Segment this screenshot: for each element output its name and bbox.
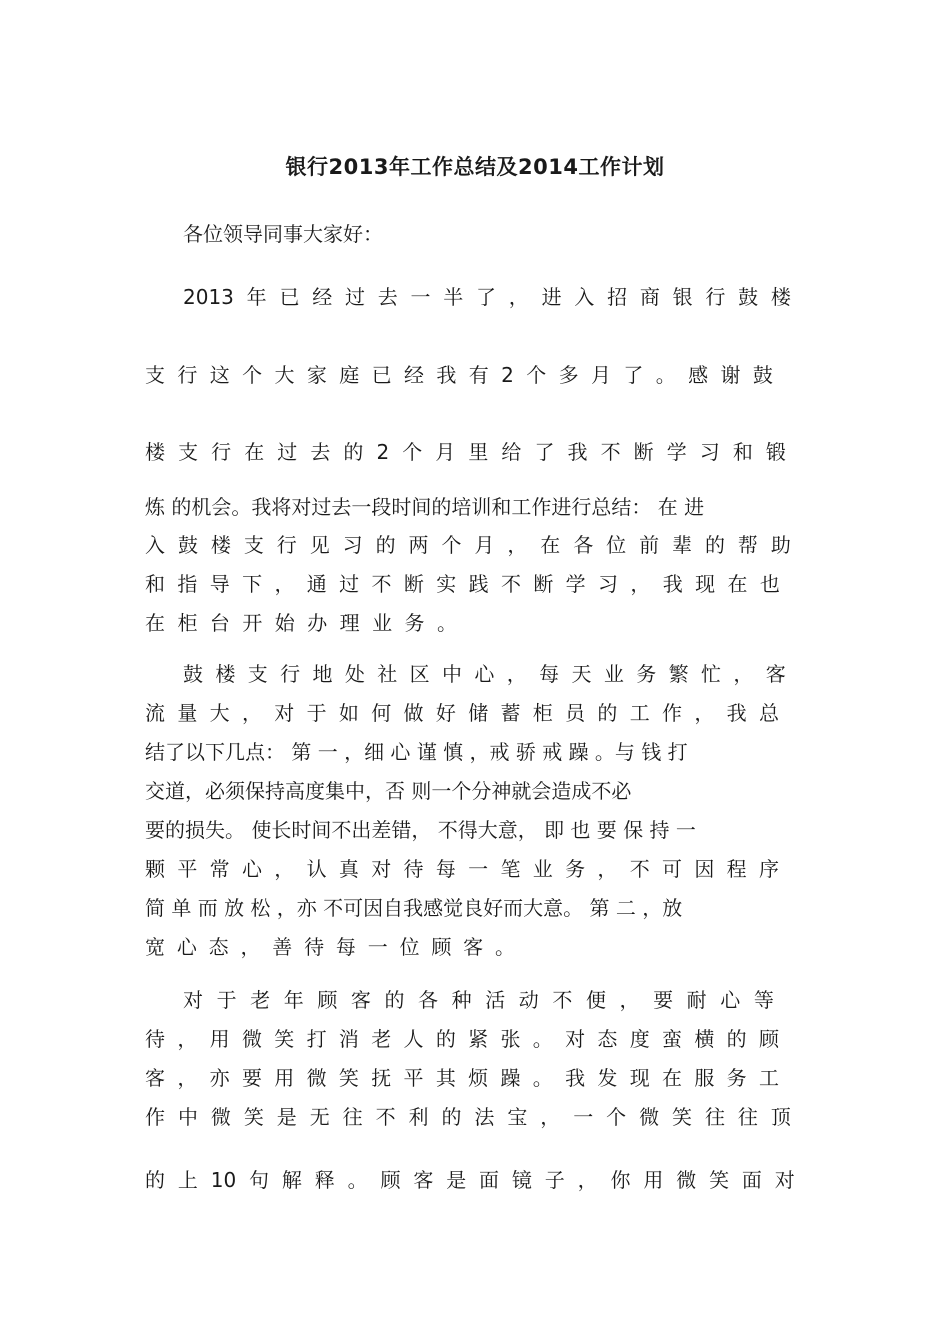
text-glyph: 家 — [306, 363, 327, 387]
text-glyph: 习 — [699, 440, 720, 464]
text-glyph: ， — [540, 1105, 561, 1129]
paragraph-line — [145, 934, 515, 960]
text-glyph: 前 — [639, 533, 660, 557]
text-glyph: 如 — [338, 701, 359, 725]
text-glyph: 断 — [403, 572, 424, 596]
text-glyph: 储 — [468, 701, 489, 725]
text-glyph: 了 — [534, 440, 555, 464]
text-glyph: 的 — [441, 1105, 462, 1129]
text-glyph: 对 — [274, 701, 295, 725]
text-glyph: 。 — [347, 1168, 368, 1192]
text-glyph: 务 — [726, 1066, 747, 1090]
text-glyph: 句 — [249, 1168, 270, 1192]
text-glyph: 天 — [571, 662, 592, 686]
text-glyph: 老 — [371, 1027, 392, 1051]
text-glyph: 客 — [350, 988, 371, 1012]
text-glyph: 在 — [727, 572, 748, 596]
text-glyph: 消 — [338, 1027, 359, 1051]
text-glyph: 何 — [371, 701, 392, 725]
text-glyph: 谢 — [720, 363, 741, 387]
paragraph-line — [145, 532, 791, 558]
text-glyph: 两 — [408, 533, 429, 557]
text-glyph: 耐 — [686, 988, 707, 1012]
text-glyph: 工 — [758, 1066, 779, 1090]
text-glyph: 于 — [216, 988, 237, 1012]
text-glyph: 指 — [177, 572, 198, 596]
text-glyph: ， — [274, 857, 295, 881]
text-glyph: 对 — [183, 988, 203, 1012]
text-glyph: 月 — [435, 440, 456, 464]
text-glyph: 鼓 — [183, 662, 203, 686]
text-glyph: 去 — [377, 285, 398, 309]
text-glyph: 紧 — [468, 1027, 489, 1051]
text-glyph: 笔 — [500, 857, 521, 881]
paragraph-line: 炼 的机会。我将对过去一段时间的培训和工作进行总结： 在 进 — [145, 495, 705, 519]
text-glyph: 各 — [418, 988, 439, 1012]
text-glyph: 了 — [623, 363, 644, 387]
text-glyph: 烦 — [468, 1066, 489, 1090]
text-glyph: 月 — [590, 363, 611, 387]
text-glyph: 平 — [403, 1066, 424, 1090]
text-glyph: 好 — [435, 701, 456, 725]
paragraph-line: 要的损失。 使长时间不出差错， 不得大意， 即 也 要 保 持 一 — [145, 818, 696, 842]
text-glyph: 不 — [600, 440, 621, 464]
text-glyph: 楼 — [145, 440, 165, 464]
text-glyph: ， — [274, 572, 295, 596]
text-glyph: 通 — [306, 572, 327, 596]
text-glyph: 的 — [726, 1027, 747, 1051]
text-glyph: 态 — [597, 1027, 618, 1051]
text-glyph: 动 — [518, 988, 539, 1012]
text-glyph: ， — [241, 701, 262, 725]
text-glyph: 。 — [532, 1027, 553, 1051]
text-glyph: 做 — [403, 701, 424, 725]
text-glyph: 服 — [694, 1066, 715, 1090]
text-glyph: 心 — [474, 662, 495, 686]
text-glyph: 柜 — [177, 611, 198, 635]
text-glyph: 已 — [279, 285, 300, 309]
paragraph-line — [145, 700, 779, 726]
text-glyph: 个 — [242, 363, 263, 387]
text-glyph: 楼 — [210, 533, 231, 557]
text-glyph: 柜 — [532, 701, 553, 725]
text-glyph: 经 — [312, 285, 333, 309]
text-glyph: 大 — [274, 363, 295, 387]
text-glyph: 员 — [565, 701, 586, 725]
text-glyph: ， — [177, 1066, 198, 1090]
text-glyph: 习 — [342, 533, 363, 557]
text-glyph: 常 — [209, 857, 230, 881]
text-glyph: 顾 — [317, 988, 338, 1012]
text-glyph: 的 — [704, 533, 725, 557]
text-glyph: 认 — [306, 857, 327, 881]
text-glyph: 。 — [436, 611, 457, 635]
text-glyph: 的 — [375, 533, 396, 557]
text-glyph: 打 — [306, 1027, 327, 1051]
paragraph-line — [183, 661, 786, 687]
text-glyph: 蛮 — [662, 1027, 682, 1051]
text-glyph: 学 — [565, 572, 586, 596]
paragraph-line — [145, 1065, 779, 1091]
text-glyph: 往 — [342, 1105, 363, 1129]
text-glyph: 其 — [435, 1066, 456, 1090]
text-glyph: 顾 — [431, 935, 452, 959]
text-glyph: 导 — [209, 572, 230, 596]
text-glyph: 的 — [384, 988, 405, 1012]
text-glyph: 躁 — [500, 1066, 521, 1090]
text-glyph: 笑 — [338, 1066, 359, 1090]
text-glyph: 释 — [314, 1168, 335, 1192]
text-glyph: 一 — [573, 1105, 594, 1129]
salutation-line: 各位领导同事大家好： — [183, 222, 383, 246]
paragraph-line — [145, 1026, 779, 1052]
text-glyph: 活 — [485, 988, 506, 1012]
text-glyph: ， — [694, 701, 715, 725]
text-glyph: 的 — [435, 1027, 456, 1051]
text-glyph: 支 — [178, 440, 199, 464]
text-glyph: 我 — [662, 572, 683, 596]
text-glyph: 在 — [662, 1066, 682, 1090]
text-glyph: 的 — [597, 701, 618, 725]
text-glyph: 行 — [705, 285, 726, 309]
text-glyph: 经 — [404, 363, 424, 387]
text-glyph: 给 — [501, 440, 522, 464]
text-glyph: 的 — [145, 1168, 165, 1192]
text-glyph: 子 — [544, 1168, 565, 1192]
text-glyph: 利 — [408, 1105, 429, 1129]
text-glyph: 待 — [304, 935, 325, 959]
text-glyph: 行 — [211, 440, 232, 464]
text-glyph: 顾 — [758, 1027, 779, 1051]
text-glyph: 因 — [694, 857, 715, 881]
text-glyph: 支 — [145, 363, 165, 387]
text-glyph: 微 — [676, 1168, 697, 1192]
text-glyph: 对 — [565, 1027, 586, 1051]
text-glyph: 助 — [770, 533, 791, 557]
text-glyph: 你 — [610, 1168, 631, 1192]
text-glyph: 多 — [558, 363, 579, 387]
text-glyph: 区 — [409, 662, 430, 686]
paragraph-line — [145, 571, 780, 597]
text-glyph: 业 — [603, 662, 624, 686]
text-glyph: 顶 — [770, 1105, 791, 1129]
text-glyph: 蓄 — [500, 701, 521, 725]
text-glyph: 中 — [442, 662, 462, 686]
text-glyph: 进 — [541, 285, 562, 309]
text-glyph: 习 — [598, 572, 619, 596]
text-glyph: 帮 — [737, 533, 758, 557]
text-glyph: 过 — [344, 285, 365, 309]
text-glyph: 宝 — [507, 1105, 528, 1129]
text-glyph: 不 — [500, 572, 521, 596]
text-glyph: 可 — [662, 857, 682, 881]
text-glyph: 心 — [176, 935, 197, 959]
paragraph-line — [145, 362, 773, 388]
text-glyph: 现 — [629, 1066, 650, 1090]
text-glyph: 解 — [281, 1168, 302, 1192]
text-glyph: 无 — [309, 1105, 330, 1129]
text-glyph: ， — [507, 533, 528, 557]
text-glyph: 镜 — [511, 1168, 532, 1192]
text-glyph: 面 — [741, 1168, 762, 1192]
text-glyph: 位 — [399, 935, 420, 959]
text-glyph: 往 — [704, 1105, 725, 1129]
text-glyph: 用 — [274, 1066, 295, 1090]
text-glyph: 鼓 — [752, 363, 773, 387]
text-glyph: 入 — [574, 285, 595, 309]
text-glyph: 种 — [451, 988, 472, 1012]
text-glyph: 招 — [607, 285, 628, 309]
text-glyph: 微 — [241, 1027, 262, 1051]
text-glyph: 客 — [765, 662, 786, 686]
text-glyph: 大 — [209, 701, 230, 725]
text-glyph: ， — [597, 857, 618, 881]
text-glyph: 不 — [375, 1105, 396, 1129]
text-glyph: 抚 — [371, 1066, 392, 1090]
text-glyph: 始 — [274, 611, 295, 635]
text-glyph: 2013 — [183, 285, 234, 309]
text-glyph: 入 — [145, 533, 165, 557]
text-glyph: 社 — [377, 662, 398, 686]
text-glyph: 程 — [726, 857, 747, 881]
text-glyph: 是 — [446, 1168, 467, 1192]
text-glyph: 面 — [479, 1168, 500, 1192]
text-glyph: 笑 — [274, 1027, 295, 1051]
text-glyph: 一 — [367, 935, 388, 959]
text-glyph: 我 — [726, 701, 747, 725]
text-glyph: 鼓 — [177, 533, 198, 557]
text-glyph: 作 — [145, 1105, 165, 1129]
text-glyph: 月 — [474, 533, 495, 557]
text-glyph: 用 — [209, 1027, 230, 1051]
text-glyph: 人 — [403, 1027, 424, 1051]
text-glyph: 笑 — [243, 1105, 264, 1129]
text-glyph: 我 — [436, 363, 457, 387]
paragraph-line — [145, 439, 786, 465]
text-glyph: 亦 — [209, 1066, 230, 1090]
text-glyph: 横 — [694, 1027, 715, 1051]
text-glyph: 也 — [759, 572, 780, 596]
paragraph-line: 交道，必须保持高度集中，否 则一个分神就会造成不必 — [145, 779, 632, 803]
text-glyph: 去 — [310, 440, 331, 464]
text-glyph: 里 — [468, 440, 489, 464]
text-glyph: 宽 — [145, 935, 165, 959]
text-glyph: 不 — [552, 988, 573, 1012]
text-glyph: ， — [506, 662, 527, 686]
text-glyph: 商 — [639, 285, 660, 309]
text-glyph: 笑 — [672, 1105, 692, 1129]
text-glyph: 处 — [344, 662, 365, 686]
paragraph-line: 简 单 而 放 松 ，亦 不可因自我感觉良好而大意。 第 二 ，放 — [145, 896, 683, 920]
text-glyph: 支 — [243, 533, 264, 557]
text-glyph: 个 — [526, 363, 547, 387]
text-glyph: 实 — [436, 572, 457, 596]
text-glyph: 学 — [666, 440, 687, 464]
text-glyph: 法 — [474, 1105, 495, 1129]
text-glyph: 。 — [532, 1066, 553, 1090]
text-glyph: 待 — [403, 857, 424, 881]
text-glyph: 序 — [758, 857, 779, 881]
text-glyph: 等 — [753, 988, 774, 1012]
text-glyph: 笑 — [709, 1168, 730, 1192]
text-glyph: 要 — [653, 988, 674, 1012]
text-glyph: 张 — [500, 1027, 521, 1051]
text-glyph: 发 — [597, 1066, 618, 1090]
text-glyph: 不 — [371, 572, 392, 596]
text-glyph: 个 — [441, 533, 462, 557]
text-glyph: 断 — [633, 440, 654, 464]
text-glyph: 心 — [720, 988, 741, 1012]
text-glyph: 2 — [376, 440, 390, 464]
text-glyph: 楼 — [770, 285, 791, 309]
text-glyph: 微 — [639, 1105, 660, 1129]
text-glyph: 断 — [533, 572, 554, 596]
text-glyph: ， — [733, 662, 754, 686]
text-glyph: 于 — [306, 701, 327, 725]
text-glyph: 的 — [343, 440, 364, 464]
text-glyph: 楼 — [215, 662, 236, 686]
paragraph-line — [183, 987, 774, 1013]
text-glyph: 锻 — [765, 440, 786, 464]
text-glyph: 2 — [501, 363, 514, 387]
text-glyph: 平 — [177, 857, 198, 881]
text-glyph: 银 — [672, 285, 693, 309]
text-glyph: 务 — [565, 857, 586, 881]
text-glyph: ， — [177, 1027, 198, 1051]
text-glyph: 善 — [272, 935, 293, 959]
text-glyph: 台 — [209, 611, 230, 635]
text-glyph: 量 — [177, 701, 198, 725]
text-glyph: 年 — [246, 285, 267, 309]
text-glyph: ， — [577, 1168, 598, 1192]
text-glyph: 已 — [371, 363, 392, 387]
text-glyph: 行 — [280, 662, 301, 686]
text-glyph: 度 — [629, 1027, 650, 1051]
paragraph-line — [145, 1104, 791, 1130]
text-glyph: 是 — [276, 1105, 297, 1129]
text-glyph: 理 — [339, 611, 360, 635]
text-glyph: 颗 — [145, 857, 165, 881]
text-glyph: 客 — [463, 935, 484, 959]
text-glyph: 中 — [177, 1105, 198, 1129]
text-glyph: 务 — [636, 662, 657, 686]
paragraph-line — [145, 610, 457, 636]
text-glyph: 务 — [404, 611, 425, 635]
text-glyph: 了 — [476, 285, 497, 309]
text-glyph: 办 — [307, 611, 328, 635]
text-glyph: 真 — [338, 857, 359, 881]
text-glyph: 辈 — [672, 533, 692, 557]
text-glyph: 顾 — [380, 1168, 401, 1192]
text-glyph: 微 — [210, 1105, 231, 1129]
text-glyph: 开 — [242, 611, 263, 635]
text-glyph: ， — [508, 285, 529, 309]
text-glyph: 庭 — [339, 363, 360, 387]
text-glyph: 忙 — [701, 662, 721, 686]
text-glyph: 现 — [695, 572, 716, 596]
text-glyph: 个 — [402, 440, 423, 464]
text-glyph: 态 — [208, 935, 229, 959]
text-glyph: 往 — [737, 1105, 758, 1129]
text-glyph: 我 — [565, 1066, 586, 1090]
text-glyph: 对 — [371, 857, 392, 881]
text-glyph: 年 — [283, 988, 304, 1012]
text-glyph: 每 — [435, 857, 456, 881]
text-glyph: 一 — [468, 857, 489, 881]
text-glyph: 。 — [494, 935, 515, 959]
text-glyph: ， — [630, 572, 651, 596]
text-glyph: 微 — [306, 1066, 327, 1090]
text-glyph: 每 — [335, 935, 356, 959]
text-glyph: 在 — [145, 611, 165, 635]
text-glyph: 和 — [145, 572, 165, 596]
paragraph-line: 结了以下几点： 第 一 ，细 心 谨 慎 ，戒 骄 戒 躁 。与 钱 打 — [145, 740, 688, 764]
text-glyph: 过 — [339, 572, 360, 596]
paragraph-line — [145, 856, 779, 882]
text-glyph: 我 — [567, 440, 588, 464]
text-glyph: 业 — [372, 611, 393, 635]
text-glyph: 老 — [250, 988, 271, 1012]
text-glyph: 繁 — [668, 662, 689, 686]
text-glyph: 鼓 — [738, 285, 759, 309]
text-glyph: 地 — [312, 662, 333, 686]
text-glyph: 客 — [413, 1168, 434, 1192]
text-glyph: ， — [240, 935, 261, 959]
text-glyph: 在 — [244, 440, 265, 464]
text-glyph: 客 — [145, 1066, 165, 1090]
text-glyph: 待 — [145, 1027, 165, 1051]
text-glyph: 一 — [410, 285, 431, 309]
text-glyph: 位 — [606, 533, 627, 557]
text-glyph: 工 — [629, 701, 650, 725]
text-glyph: 有 — [468, 363, 489, 387]
text-glyph: 各 — [573, 533, 594, 557]
text-glyph: 和 — [732, 440, 753, 464]
text-glyph: 过 — [277, 440, 298, 464]
text-glyph: 用 — [643, 1168, 664, 1192]
text-glyph: 。 — [655, 363, 676, 387]
text-glyph: 业 — [532, 857, 553, 881]
text-glyph: 见 — [309, 533, 330, 557]
text-glyph: 践 — [468, 572, 489, 596]
document-title: 银行2013年工作总结及2014工作计划 — [285, 155, 665, 179]
text-glyph: 个 — [606, 1105, 627, 1129]
text-glyph: 每 — [539, 662, 560, 686]
text-glyph: 心 — [241, 857, 262, 881]
text-glyph: 支 — [247, 662, 268, 686]
text-glyph: 下 — [242, 572, 263, 596]
text-glyph: 便 — [585, 988, 606, 1012]
text-glyph: 对 — [774, 1168, 795, 1192]
text-glyph: 感 — [688, 363, 709, 387]
text-glyph: 作 — [662, 701, 682, 725]
paragraph-line — [183, 284, 791, 310]
text-glyph: 半 — [443, 285, 464, 309]
text-glyph: 流 — [145, 701, 165, 725]
text-glyph: ， — [619, 988, 640, 1012]
paragraph-line — [145, 1167, 795, 1193]
text-glyph: 行 — [276, 533, 297, 557]
text-glyph: 行 — [177, 363, 198, 387]
text-glyph: 这 — [209, 363, 230, 387]
text-glyph: 上 — [177, 1168, 198, 1192]
text-glyph: 不 — [629, 857, 650, 881]
text-glyph: 总 — [758, 701, 779, 725]
text-glyph: 在 — [540, 533, 561, 557]
text-glyph: 10 — [210, 1168, 237, 1192]
text-glyph: 要 — [241, 1066, 262, 1090]
